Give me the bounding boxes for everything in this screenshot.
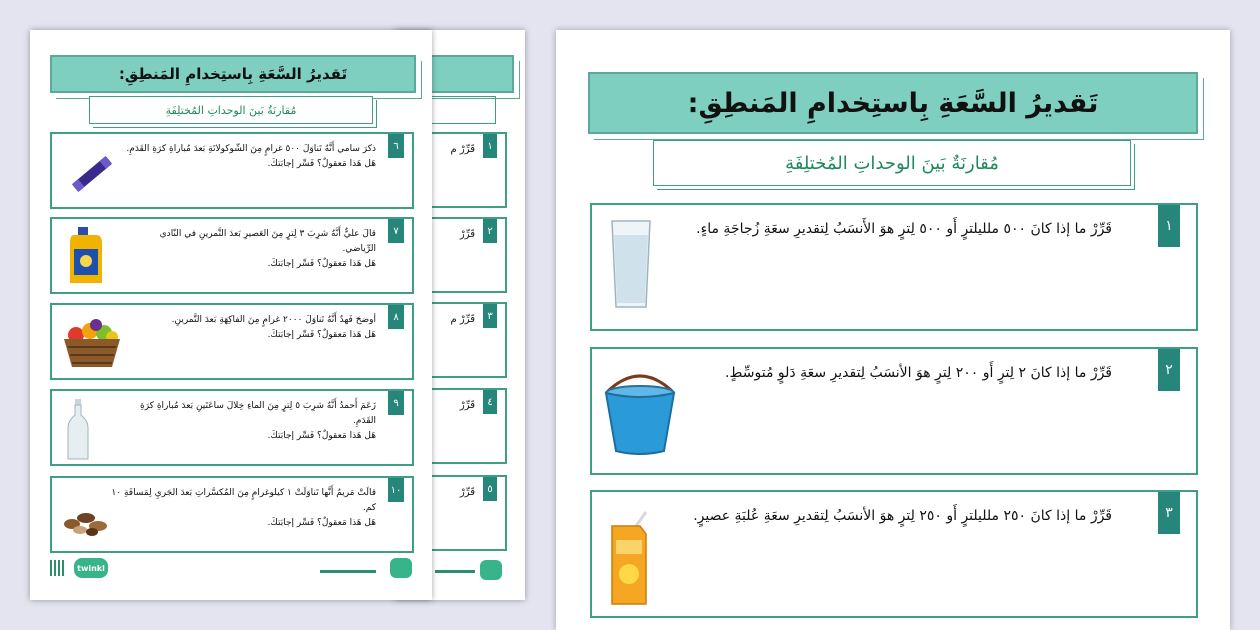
main-question-card [590, 203, 1198, 331]
main-question-card [590, 347, 1198, 475]
front-question-card [50, 476, 414, 553]
main-card-number: ١ [1158, 205, 1180, 247]
main-card-text: قَرِّرْ ما إذا كانَ ٥٠٠ ملليلترٍ أَو ٥٠٠ لِترٍ هوَ الأَنسَبُ لِتقديرِ سعَةِ زُجاجَةِ ماءٍ. [696, 221, 1112, 237]
nuts-image [58, 504, 114, 540]
middle-card-text: قَرِّرْ م [450, 314, 475, 325]
front-card-statement: زَعَمَ أَحمدُ أَنَّهُ شرِبَ ٥ لِترٍ مِنَ الماءِ خِلالَ ساعَتَينِ بَعدَ مُباراةِ كرَةِ القَدَمِ. [140, 401, 376, 426]
front-card-text [126, 142, 376, 172]
front-card-text [126, 227, 376, 272]
front-footer-qr [50, 560, 66, 576]
glass-bottle-image [66, 397, 90, 461]
juice-bottle-image [66, 225, 106, 287]
middle-card-text: قَرِّرْ [459, 487, 475, 498]
front-card-text [126, 399, 376, 444]
main-title: تَقديرُ السَّعَةِ بِاستِخدامِ المَنطِقِ: [687, 87, 1099, 119]
middle-card-text: قَرِّرْ [459, 400, 475, 411]
main-title-box [588, 72, 1198, 134]
middle-card-number: ٢ [483, 219, 497, 243]
front-card-statement: ذكرَ سامي أَنَّهُ تَناوَلَ ٥٠٠ غرامٍ مِنَ الشّوكولاتَةِ بَعدَ مُباراةِ كرَةِ القَدَمِ. [126, 144, 376, 154]
middle-footer-url [435, 570, 475, 573]
front-card-statement: قالَ عليٌّ أَنَّهُ شرِبَ ٣ لِترٍ مِنَ العَصيرِ بَعدَ التَّمرينِ في النّادي الرِّياضي. [159, 229, 376, 254]
water-glass-image [610, 219, 652, 311]
front-footer-url [320, 570, 376, 573]
front-footer-badge [390, 558, 412, 578]
fruit-basket-image [60, 315, 124, 371]
front-card-text [106, 486, 376, 531]
middle-card-number: ٣ [483, 304, 497, 328]
front-card-text [126, 313, 376, 343]
front-card-statement: قالَتْ مَريمُ أَنَّها تَناوَلَتْ ١ كيلوغرامٍ مِنَ المُكسَّراتِ بَعدَ الجَريِ لِمَسافَةِ ١٠ كم. [111, 488, 376, 513]
main-subtitle-box [653, 140, 1131, 186]
front-card-question: هَل هَذا مَعقولٌ؟ فَسِّر إجابَتكَ. [267, 431, 376, 441]
middle-card-text: قَرِّرْ م [450, 144, 475, 155]
front-card-question: هَل هَذا مَعقولٌ؟ فَسِّر إجابَتكَ. [267, 159, 376, 169]
front-card-number: ١٠ [388, 478, 404, 502]
front-card-number: ٦ [388, 134, 404, 158]
juice-box-image [606, 510, 652, 606]
front-title-box [50, 55, 416, 93]
main-subtitle: مُقارنَةٌ بَينَ الوحداتِ المُختلِفَةِ [785, 152, 999, 174]
middle-footer-logo [480, 560, 502, 580]
front-footer-brand: twinkl [77, 563, 105, 573]
front-card-number: ٧ [388, 219, 404, 243]
main-card-text: قَرِّرْ ما إذا كانَ ٢ لِترٍ أَو ٢٠٠ لِترٍ هوَ الأنسَبُ لِتقديرِ سعَةِ دَلوٍ مُتوسِّطٍ. [725, 365, 1112, 381]
front-worksheet-page [30, 30, 432, 600]
front-question-card [50, 303, 414, 380]
front-card-question: هَل هَذا مَعقولٌ؟ فَسِّر إجابَتكَ. [267, 518, 376, 528]
main-card-text: قَرِّرْ ما إذا كانَ ٢٥٠ ملليلترٍ أَو ٢٥٠ لِترٍ هوَ الأنسَبُ لِتقديرِ سعَةِ عُلبَةِ عصيرٍ. [693, 508, 1112, 524]
front-card-question: هَل هَذا مَعقولٌ؟ فَسِّر إجابَتكَ. [267, 259, 376, 269]
front-question-card [50, 217, 414, 294]
front-subtitle: مُقارنَةٌ بَينَ الوحداتِ المُختلِفَةِ [165, 103, 297, 117]
main-worksheet-page [556, 30, 1230, 630]
middle-card-text: قَرِّرْ [459, 229, 475, 240]
front-subtitle-box [89, 96, 373, 124]
front-question-card [50, 389, 414, 466]
front-card-question: هَل هَذا مَعقولٌ؟ فَسِّر إجابَتكَ. [267, 330, 376, 340]
main-card-number: ٣ [1158, 492, 1180, 534]
main-question-card [590, 490, 1198, 618]
bucket-image [602, 371, 678, 457]
middle-card-number: ٤ [483, 390, 497, 414]
front-question-card [50, 132, 414, 209]
front-footer-logo [74, 558, 108, 578]
front-card-statement: أوضحَ فَهدٌ أَنَّهُ تَناوَلَ ٢٠٠٠ غرامٍ مِنَ الفاكِهَةِ بَعدَ التَّمرينِ. [171, 315, 376, 325]
front-card-number: ٩ [388, 391, 404, 415]
chocolate-bar-image [66, 148, 118, 200]
front-card-number: ٨ [388, 305, 404, 329]
middle-card-number: ٥ [483, 477, 497, 501]
middle-card-number: ١ [483, 134, 497, 158]
front-title: تَقديرُ السَّعَةِ بِاستِخدامِ المَنطِقِ: [118, 65, 348, 83]
main-card-number: ٢ [1158, 349, 1180, 391]
